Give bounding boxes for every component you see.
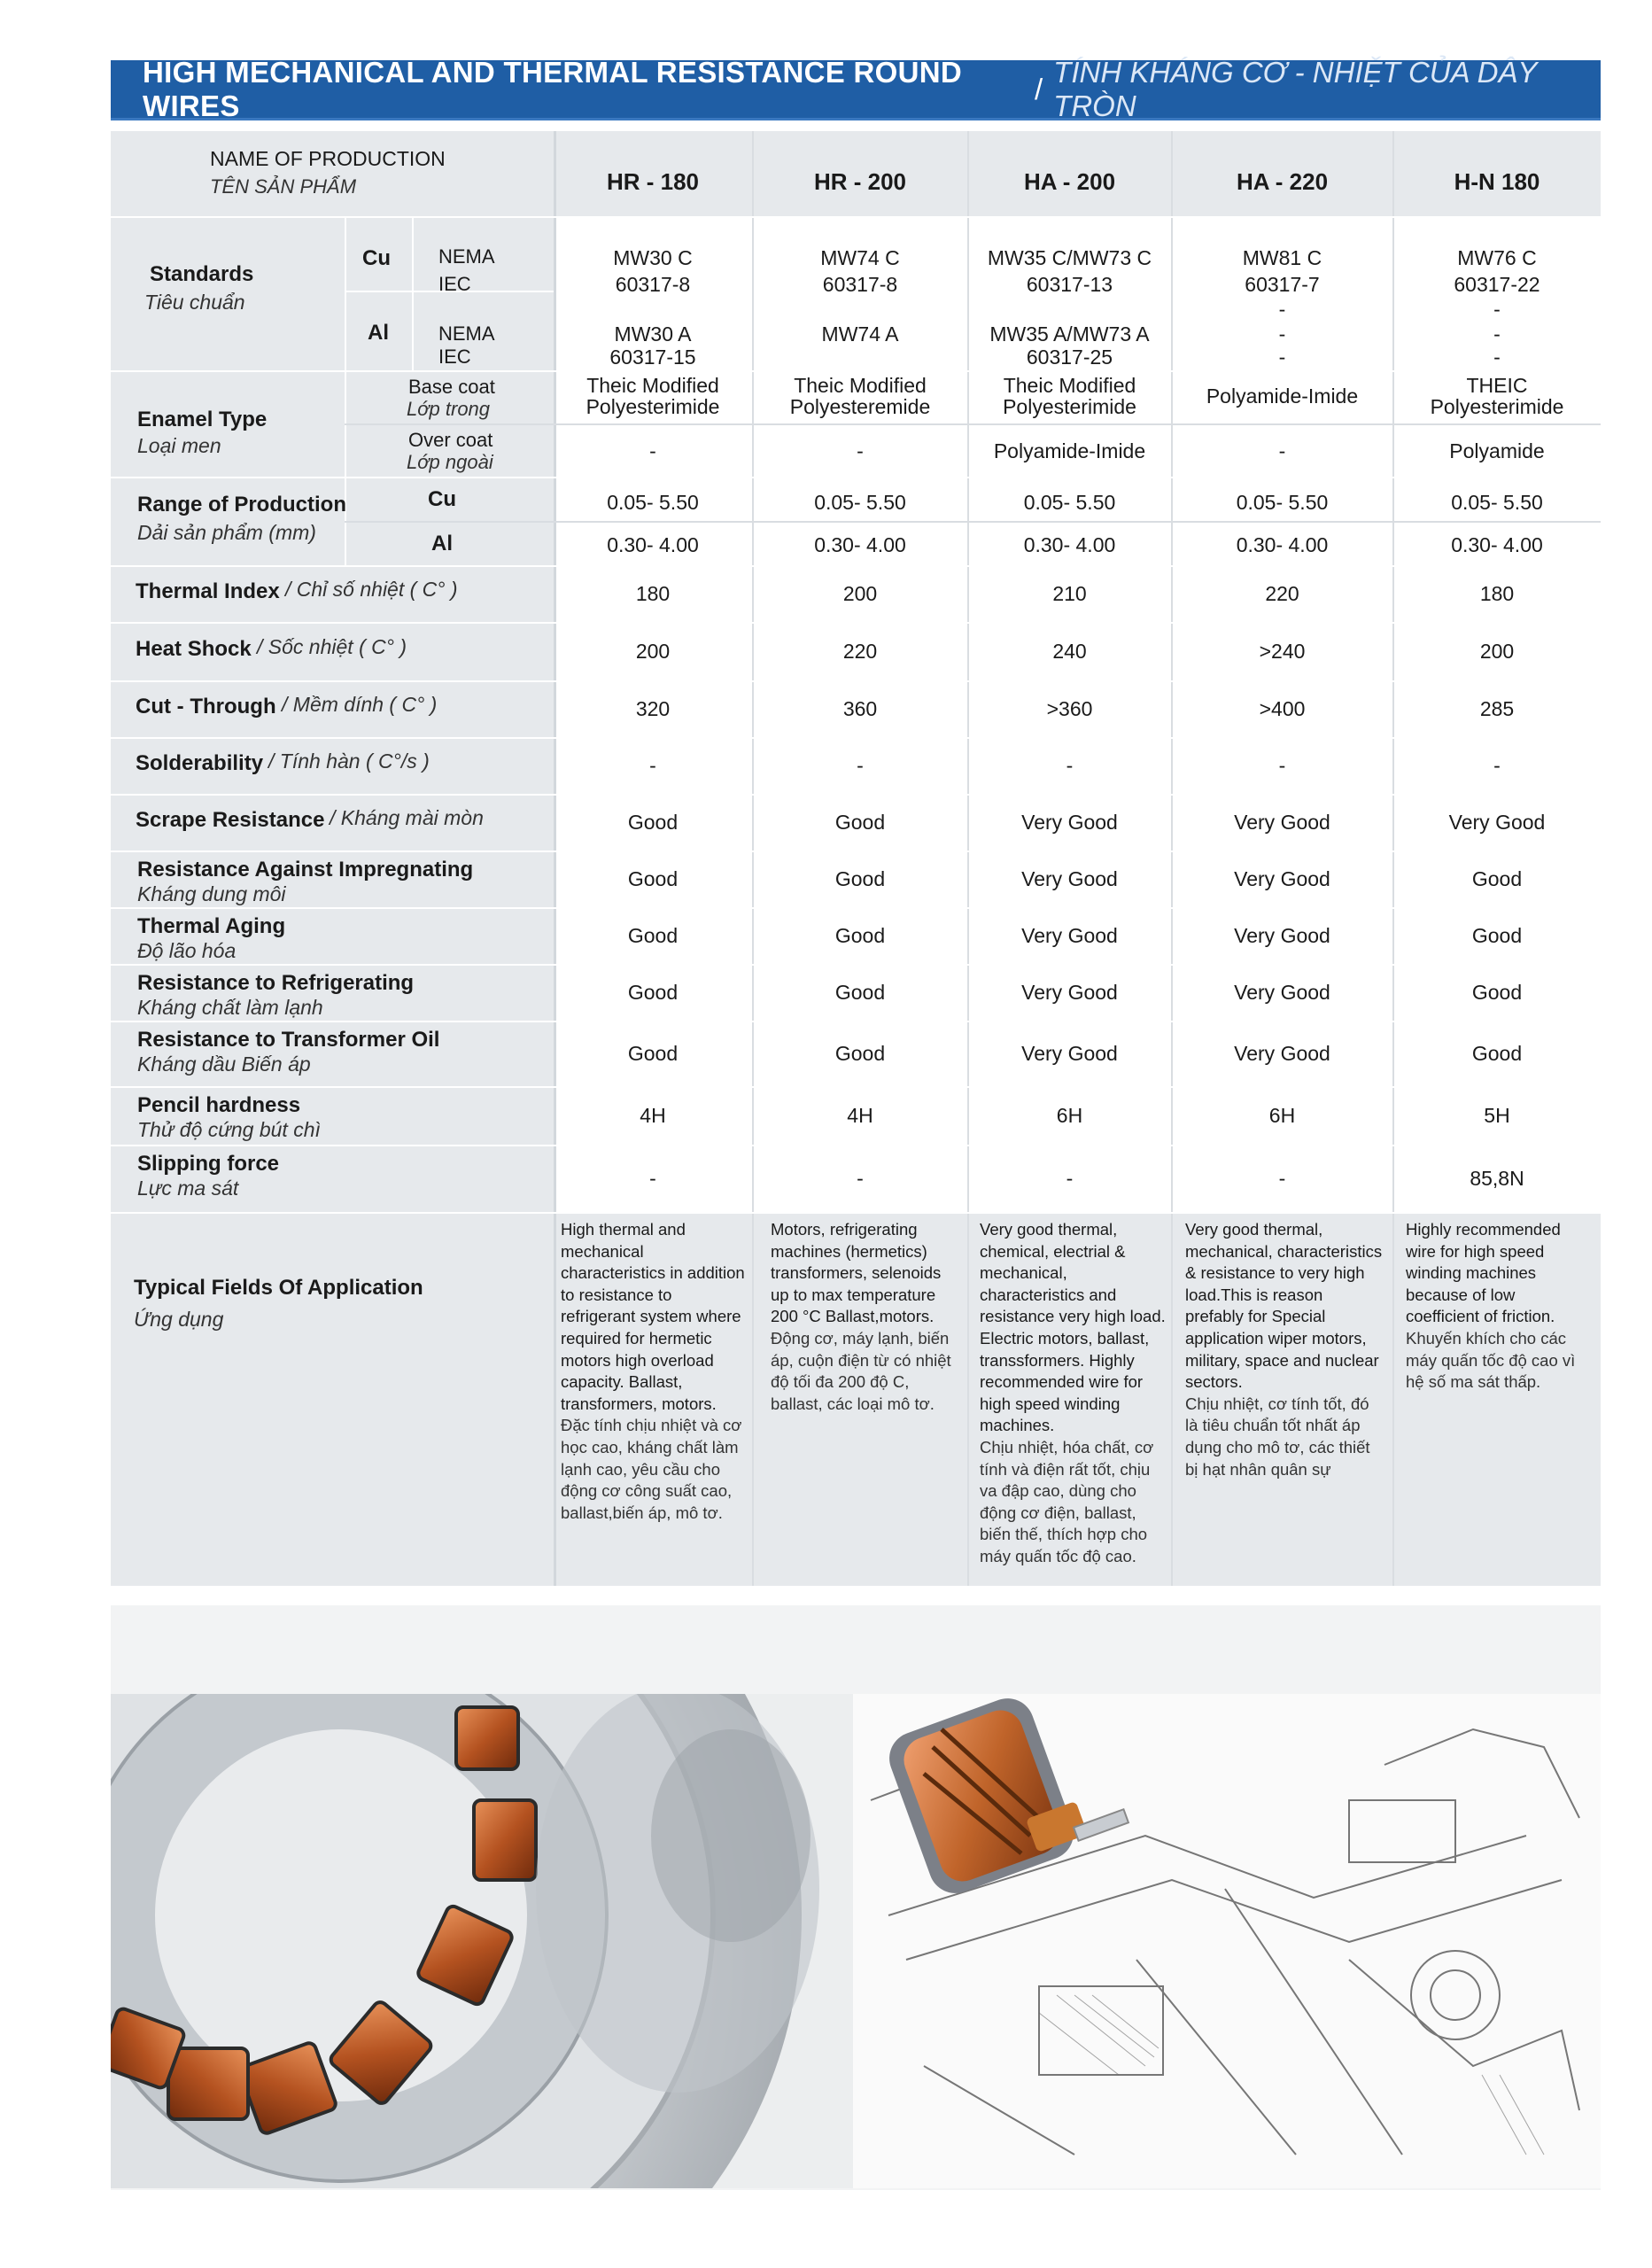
row-divider [111, 1145, 1601, 1146]
property-label: Slipping force [137, 1152, 280, 1176]
property-value: Very Good [1234, 811, 1330, 834]
row-divider [111, 1086, 1601, 1088]
property-value: Very Good [1234, 981, 1330, 1004]
std-cu-nema-value: MW81 C [1242, 246, 1322, 269]
divider [412, 218, 414, 372]
application-text-en: Very good thermal, chemical, electrial & mechanical, characteristics and resistance very high load. Electric motors, ballast, transsformers. Highly recommended wire for high speed winding machines. [980, 1220, 1166, 1435]
property-label-vi: Thử độ cứng bút chì [137, 1118, 321, 1141]
property-value: - [1066, 1167, 1074, 1190]
range-cu-value: 0.05- 5.50 [814, 491, 906, 514]
application-text [561, 1219, 748, 1524]
property-value: - [1066, 754, 1074, 777]
property-value: Very Good [1021, 924, 1118, 947]
row-divider [111, 477, 1601, 478]
range-cu: Cu [428, 487, 456, 511]
property-label: Scrape Resistance [136, 808, 325, 832]
std-al-iec-value: - [1493, 346, 1501, 369]
product-header-5: H-N 180 [1454, 168, 1540, 195]
standards-label-vi: Tiêu chuẩn [144, 291, 245, 314]
row-divider [111, 680, 1601, 682]
property-value: 180 [1479, 582, 1515, 605]
property-label-vi: / Chỉ số nhiệt ( C° ) [285, 578, 458, 601]
range-cu-value: 0.05- 5.50 [1451, 491, 1543, 514]
property-value: Good [627, 924, 679, 947]
property-value: Good [834, 867, 886, 890]
property-value: - [857, 754, 864, 777]
property-value: 4H [847, 1104, 873, 1127]
base-coat-value-line1: THEIC [1466, 374, 1528, 397]
property-value: Very Good [1448, 811, 1546, 834]
base-coat-value-line2: Polyesteremide [789, 395, 931, 418]
property-value: >360 [1046, 697, 1093, 720]
title-vietnamese: TÍNH KHÁNG CƠ - NHIỆT CỦA DÂY TRÒN [1053, 55, 1537, 122]
property-value: - [649, 1167, 656, 1190]
property-label-vi: Kháng dung môi [137, 882, 286, 905]
standards-al: Al [368, 321, 389, 345]
product-header-3: HA - 200 [1023, 168, 1116, 195]
application-text-vi: Chịu nhiệt, hóa chất, cơ tính và điện rất tốt, chịu va đập cao, dùng cho động cơ điện, ballast, biến thế, thích hợp cho máy quấn tốc độ cao. [980, 1437, 1154, 1565]
base-coat-vi: Lớp trong [407, 398, 491, 420]
property-value: >400 [1259, 697, 1306, 720]
over-coat-value: - [1278, 439, 1286, 462]
property-label: Pencil hardness [137, 1093, 301, 1117]
property-value: 200 [842, 582, 878, 605]
range-label-vi: Dải sản phẩm (mm) [137, 521, 316, 544]
base-coat-value-line2: Polyesterimide [1003, 395, 1136, 418]
property-value: Very Good [1021, 1042, 1118, 1065]
application-text-en: Very good thermal, mechanical, characteristics & resistance to very high load.This is reason prefably for Special application wiper motors, military, space and nuclear sectors. [1185, 1220, 1383, 1392]
row-divider [345, 423, 1601, 425]
row-divider [345, 521, 1601, 523]
application-label-vi: Ứng dụng [134, 1308, 224, 1331]
name-of-production-vi: TÊN SẢN PHẨM [210, 175, 357, 198]
base-coat-value-line2: Polyesterimide [1430, 395, 1564, 418]
application-label: Typical Fields Of Application [134, 1276, 423, 1300]
base-coat-value-line1: Theic Modified [586, 374, 719, 397]
row-divider [111, 907, 1601, 909]
std-cu-nema-value: MW76 C [1457, 246, 1537, 269]
property-label: Thermal Index [136, 579, 280, 603]
over-coat-value: Polyamide-Imide [993, 439, 1146, 462]
application-text-en: Motors, refrigerating machines (hermetics) transformers, selenoids up to max temperature 200 °C Ballast,motors. [771, 1220, 942, 1326]
spec-table [111, 131, 1601, 1586]
range-cu-value: 0.05- 5.50 [607, 491, 699, 514]
property-value: - [1278, 754, 1286, 777]
divider [752, 131, 754, 1586]
row-divider [111, 622, 1601, 624]
row-divider [111, 964, 1601, 966]
std-cu-iec-value: 60317-7 [1245, 273, 1320, 296]
rotor-blueprint-photo [853, 1694, 1601, 2188]
property-label-vi: / Kháng mài mòn [330, 806, 484, 829]
property-value: Very Good [1234, 867, 1330, 890]
property-label-vi: Lực ma sát [137, 1177, 239, 1200]
cu-nema-label: NEMA [438, 245, 495, 268]
row-divider [111, 216, 1601, 218]
range-cu-value: 0.05- 5.50 [1023, 491, 1116, 514]
application-text-vi: Chịu nhiệt, cơ tính tốt, đó là tiêu chuẩn tốt nhất áp dụng cho mô tơ, các thiết bị hạt nhân quân sự [1185, 1394, 1370, 1479]
property-value: - [1278, 1167, 1286, 1190]
standards-cu: Cu [362, 246, 391, 270]
row-divider [111, 737, 1601, 739]
page-title-banner [111, 55, 1601, 122]
range-al-value: 0.30- 4.00 [607, 533, 699, 556]
application-text [1406, 1219, 1583, 1394]
property-value: 240 [1052, 640, 1087, 663]
base-coat-value-line1: Theic Modified [1003, 374, 1136, 397]
property-value: 360 [842, 697, 878, 720]
property-label-vi: / Mềm dính ( C° ) [282, 693, 438, 716]
property-label-vi: / Sốc nhiệt ( C° ) [257, 635, 407, 658]
stator-coil-photo [111, 1694, 853, 2188]
property-value: Good [834, 924, 886, 947]
property-value: 5H [1484, 1104, 1510, 1127]
property-value: Good [1471, 867, 1523, 890]
std-al-nema-value: MW30 A [614, 322, 692, 346]
range-al: Al [431, 532, 453, 555]
range-al-value: 0.30- 4.00 [1023, 533, 1116, 556]
property-value: 6H [1056, 1104, 1083, 1127]
std-al-nema-value: MW74 A [821, 322, 899, 346]
over-coat-label: Over coat [408, 429, 493, 451]
property-value: - [1493, 754, 1501, 777]
application-text [1185, 1219, 1384, 1480]
cu-iec-label: IEC [438, 273, 471, 295]
standards-label: Standards [150, 262, 254, 286]
property-value: Good [627, 1042, 679, 1065]
property-label: Heat Shock [136, 637, 252, 661]
property-label: Thermal Aging [137, 914, 286, 938]
product-header-2: HR - 200 [813, 168, 907, 195]
row-divider [111, 850, 1601, 852]
property-value: Good [834, 811, 886, 834]
std-cu-iec-value: 60317-8 [615, 273, 691, 296]
property-value: Good [627, 811, 679, 834]
property-value: Good [627, 981, 679, 1004]
range-al-value: 0.30- 4.00 [1451, 533, 1543, 556]
property-value: Very Good [1021, 981, 1118, 1004]
range-cu-value: 0.05- 5.50 [1236, 491, 1329, 514]
base-coat-value-line2: Polyesterimide [586, 395, 720, 418]
std-al-iec-value: 60317-15 [609, 346, 696, 369]
range-al-value: 0.30- 4.00 [814, 533, 906, 556]
property-value: 6H [1268, 1104, 1296, 1127]
al-nema-label: NEMA [438, 322, 495, 345]
base-coat-value-line1: Theic Modified [794, 374, 927, 397]
property-value: 200 [635, 640, 671, 663]
property-value: Good [1471, 924, 1523, 947]
std-al-nema-value: MW35 A/MW73 A [989, 322, 1150, 346]
product-header-4: HA - 220 [1236, 168, 1329, 195]
std-cu-nema-value: MW30 C [613, 246, 693, 269]
property-label: Resistance to Refrigerating [137, 971, 415, 995]
property-value: - [857, 1167, 864, 1190]
std-cu-iec-value: 60317-22 [1454, 273, 1540, 296]
property-value: 285 [1479, 697, 1515, 720]
property-value: Good [1471, 981, 1523, 1004]
property-label: Resistance Against Impregnating [137, 858, 474, 882]
property-value: 180 [635, 582, 671, 605]
property-value: 220 [1265, 582, 1299, 605]
enamel-type-vi: Loại men [137, 434, 221, 457]
std-cu-iec-value: 60317-13 [1026, 273, 1113, 296]
property-value: Very Good [1021, 867, 1118, 890]
enamel-type-label: Enamel Type [137, 408, 268, 431]
title-english: HIGH MECHANICAL AND THERMAL RESISTANCE ROUND WIRES [143, 55, 962, 122]
std-al-nema-value: - [1493, 322, 1501, 346]
std-blank-value: - [1278, 298, 1286, 321]
row-divider [111, 1212, 1601, 1214]
property-label-vi: / Tính hàn ( C°/s ) [268, 750, 430, 773]
application-text-vi: Động cơ, máy lạnh, biến áp, cuộn điện từ có nhiệt độ tối đa 200 độ C, ballast, các loại mô tơ. [771, 1328, 951, 1413]
application-text [980, 1219, 1166, 1568]
property-label: Resistance to Transformer Oil [137, 1028, 440, 1052]
application-text [771, 1219, 958, 1415]
over-coat-value: - [857, 439, 864, 462]
base-coat-label: Base coat [408, 376, 495, 398]
std-al-nema-value: - [1278, 322, 1286, 346]
row-divider [111, 794, 1601, 796]
over-coat-value: Polyamide [1449, 439, 1545, 462]
property-value: 210 [1052, 582, 1087, 605]
property-value: 85,8N [1470, 1167, 1524, 1190]
over-coat-value: - [649, 439, 656, 462]
property-value: 4H [640, 1104, 666, 1127]
application-text-vi: Đặc tính chịu nhiệt và cơ học cao, kháng chất làm lạnh cao, yêu cầu cho động cơ công suất cao, ballast,biến áp, mô tơ. [561, 1416, 742, 1522]
row-divider [111, 370, 1601, 372]
property-value: Good [1471, 1042, 1523, 1065]
row-divider [111, 1021, 1601, 1022]
std-cu-iec-value: 60317-8 [822, 273, 898, 296]
name-of-production-label: NAME OF PRODUCTION [210, 147, 446, 170]
property-value: Very Good [1234, 1042, 1330, 1065]
base-coat-value-line1: Polyamide-Imide [1206, 384, 1359, 408]
application-text-en: High thermal and mechanical characteristics in addition to resistance to refrigerant system where required for hermetic motors high overload capacity. Ballast, transformers, motors. [561, 1220, 745, 1413]
row-divider [111, 565, 1601, 567]
application-text-vi: Khuyến khích cho các máy quấn tốc độ cao vì hệ số ma sát thấp. [1406, 1328, 1576, 1392]
property-value: - [649, 754, 656, 777]
std-al-iec-value: - [1278, 346, 1286, 369]
property-value: Very Good [1234, 924, 1330, 947]
std-cu-nema-value: MW74 C [820, 246, 900, 269]
title-separator: / [1035, 72, 1043, 105]
property-value: Good [834, 1042, 886, 1065]
property-value: Very Good [1021, 811, 1118, 834]
property-value: 320 [635, 697, 671, 720]
property-label-vi: Kháng chất làm lạnh [137, 996, 323, 1019]
property-label-vi: Kháng dầu Biến áp [137, 1052, 311, 1076]
std-al-iec-value: 60317-25 [1026, 346, 1113, 369]
application-text-en: Highly recommended wire for high speed winding machines because of low coefficient of friction. [1406, 1220, 1561, 1326]
std-cu-nema-value: MW35 C/MW73 C [987, 246, 1152, 269]
al-iec-label: IEC [438, 346, 471, 368]
property-value: >240 [1259, 640, 1306, 663]
over-coat-vi: Lớp ngoài [407, 451, 493, 473]
property-value: Good [627, 867, 679, 890]
property-label-vi: Độ lão hóa [137, 939, 237, 962]
property-label: Solderability [136, 751, 264, 775]
property-value: 200 [1479, 640, 1515, 663]
product-header-1: HR - 180 [606, 168, 700, 195]
range-label: Range of Production [137, 493, 346, 517]
property-value: Good [834, 981, 886, 1004]
range-al-value: 0.30- 4.00 [1236, 533, 1329, 556]
std-blank-value: - [1493, 298, 1501, 321]
property-value: 220 [842, 640, 878, 663]
property-label: Cut - Through [136, 695, 276, 718]
